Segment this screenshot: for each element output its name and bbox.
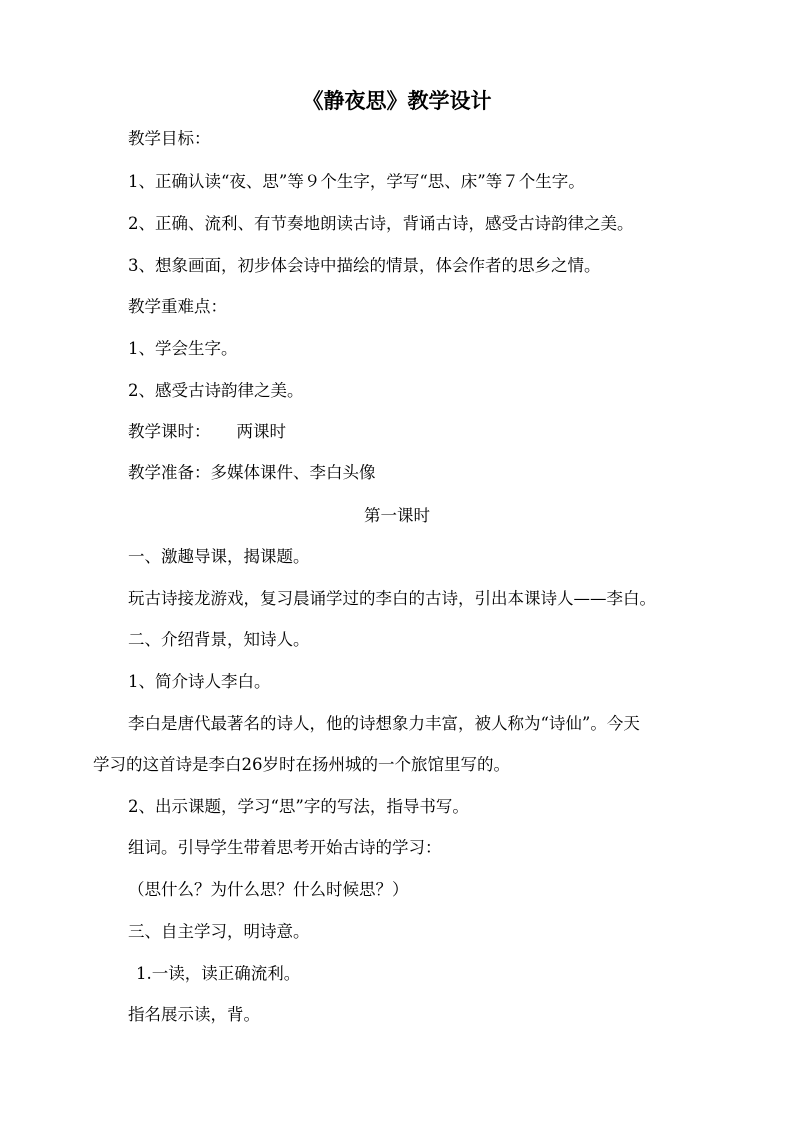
- section-item: 1.一读，读正确流利。: [136, 964, 301, 983]
- preparation: 教学准备：多媒体课件、李白头像: [128, 463, 376, 482]
- section-heading: 二、介绍背景，知诗人。: [128, 630, 310, 649]
- objective-item: 3、想象画面，初步体会诗中描绘的情景，体会作者的思乡之情。: [128, 256, 601, 275]
- section-heading: 一、激趣导课，揭课题。: [128, 547, 310, 566]
- objectives-heading: 教学目标：: [128, 129, 211, 148]
- questions-text: （思什么？为什么思？什么时候思？）: [128, 880, 409, 899]
- objective-item: 1、正确认读“夜、思”等９个生字，学写“思、床”等７个生字。: [128, 172, 585, 191]
- class-hours-value: 两课时: [236, 422, 286, 441]
- section-text: 组词。引导学生带着思考开始古诗的学习：: [128, 838, 442, 857]
- class-hours: [128, 420, 286, 444]
- lesson-heading: 第一课时: [364, 506, 430, 525]
- paragraph-line: 学习的这首诗是李白26岁时在扬州城的一个旅馆里写的。: [93, 755, 510, 774]
- class-hours-label: 教学课时：: [128, 422, 211, 441]
- paragraph-line: 李白是唐代最著名的诗人，他的诗想象力丰富，被人称为“诗仙”。今天: [128, 714, 640, 733]
- section-text: 指名展示读，背。: [128, 1005, 260, 1024]
- section-text: 玩古诗接龙游戏，复习晨诵学过的李白的古诗，引出本课诗人——李白。: [128, 589, 656, 608]
- key-point-item: 1、学会生字。: [128, 339, 238, 358]
- document-title: 《静夜思》教学设计: [302, 88, 492, 113]
- section-heading: 三、自主学习，明诗意。: [128, 922, 310, 941]
- key-point-item: 2、感受古诗韵律之美。: [128, 381, 304, 400]
- section-item: 1、简介诗人李白。: [128, 672, 271, 691]
- section-item: 2、出示课题，学习“思”字的写法，指导书写。: [128, 797, 469, 816]
- key-points-heading: 教学重难点：: [128, 297, 227, 316]
- objective-item: 2、正确、流利、有节奏地朗读古诗，背诵古诗，感受古诗韵律之美。: [128, 214, 634, 233]
